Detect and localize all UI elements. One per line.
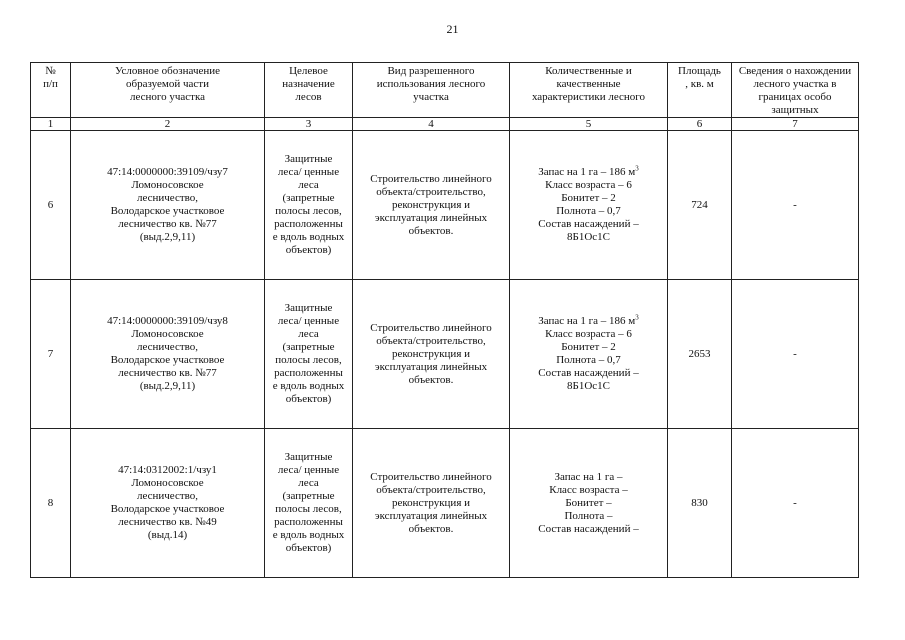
plot-designation: 47:14:0312002:1/чзу1 Ломоносовское лесничество, Володарское участковое лесничество кв. №49 (выд.14): [71, 429, 265, 578]
column-number: 1: [31, 118, 71, 131]
header-permitted-use: Вид разрешенного использования лесного участка: [353, 63, 510, 118]
permitted-use: Строительство линейного объекта/строительство, реконструкция и эксплуатация линейных объектов.: [353, 429, 510, 578]
header-plot-designation: Условное обозначение образуемой части лесного участка: [71, 63, 265, 118]
stock-text: Запас на 1 га – 186 м: [538, 315, 636, 327]
header-purpose: Целевое назначение лесов: [265, 63, 353, 118]
area-value: 830: [668, 429, 732, 578]
forest-characteristics: [510, 131, 668, 280]
plot-designation: 47:14:0000000:39109/чзу8 Ломоносовское лесничество, Володарское участковое лесничество кв. №77 (выд.2,9,11): [71, 280, 265, 429]
header-number: № п/п: [31, 63, 71, 118]
column-number: 4: [353, 118, 510, 131]
column-number: 6: [668, 118, 732, 131]
header-protected-areas: Сведения о нахождении лесного участка в границах особо защитных: [732, 63, 859, 118]
row-number: 8: [31, 429, 71, 578]
protected-area-info: -: [732, 429, 859, 578]
column-number-row: [31, 118, 859, 131]
forest-purpose: Защитные леса/ ценные леса (запретные полосы лесов, расположенны е вдоль водных объектов): [265, 131, 353, 280]
forest-plots-table: [30, 62, 859, 578]
forest-purpose: Защитные леса/ ценные леса (запретные полосы лесов, расположенны е вдоль водных объектов): [265, 429, 353, 578]
table-row: [31, 131, 859, 280]
characteristics-text: Класс возраста – 6 Бонитет – 2 Полнота – 0,7 Состав насаждений – 8Б1Ос1С: [538, 179, 639, 243]
column-number: 3: [265, 118, 353, 131]
plot-designation: 47:14:0000000:39109/чзу7 Ломоносовское лесничество, Володарское участковое лесничество кв. №77 (выд.2,9,11): [71, 131, 265, 280]
area-value: 2653: [668, 280, 732, 429]
column-number: 2: [71, 118, 265, 131]
header-row: [31, 63, 859, 118]
characteristics-text: Класс возраста – 6 Бонитет – 2 Полнота – 0,7 Состав насаждений – 8Б1Ос1С: [538, 328, 639, 392]
protected-area-info: -: [732, 131, 859, 280]
table-row: [31, 280, 859, 429]
row-number: 6: [31, 131, 71, 280]
row-number: 7: [31, 280, 71, 429]
page-number: 21: [446, 22, 459, 36]
table-row: [31, 429, 859, 578]
characteristics-text: Класс возраста – Бонитет – Полнота – Состав насаждений –: [538, 483, 639, 535]
area-value: 724: [668, 131, 732, 280]
forest-characteristics: [510, 280, 668, 429]
header-characteristics: Количественные и качественные характеристики лесного: [510, 63, 668, 118]
unit-superscript: 3: [635, 313, 639, 322]
stock-text: Запас на 1 га –: [554, 470, 623, 483]
permitted-use: Строительство линейного объекта/строительство, реконструкция и эксплуатация линейных объектов.: [353, 280, 510, 429]
stock-text: Запас на 1 га – 186 м: [538, 166, 636, 178]
forest-purpose: Защитные леса/ ценные леса (запретные полосы лесов, расположенны е вдоль водных объектов): [265, 280, 353, 429]
forest-characteristics: [510, 429, 668, 578]
permitted-use: Строительство линейного объекта/строительство, реконструкция и эксплуатация линейных объектов.: [353, 131, 510, 280]
unit-superscript: 3: [635, 164, 639, 173]
header-area: Площадь , кв. м: [668, 63, 732, 118]
column-number: 5: [510, 118, 668, 131]
protected-area-info: -: [732, 280, 859, 429]
column-number: 7: [732, 118, 859, 131]
